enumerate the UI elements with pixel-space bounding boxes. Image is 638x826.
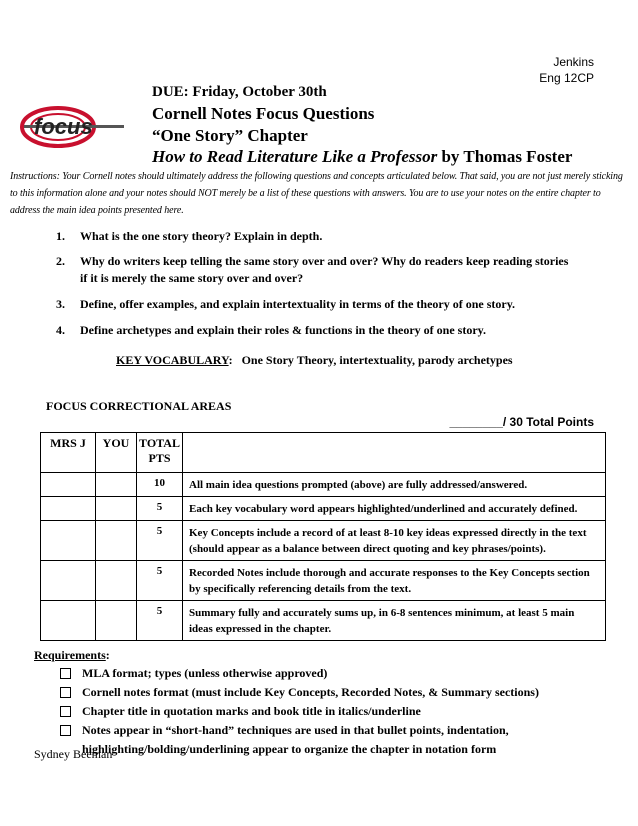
checkbox-icon: [60, 668, 71, 679]
table-row: [41, 497, 606, 521]
instructions: Instructions: Your Cornell notes should ultimately address the following questions and concepts articulated below. That said, you are not just merely sticking to this information alone and your notes should NOT merely be a list of these questions with answers. You are to use your notes on the entire chapter to address the main idea points presented here.: [10, 171, 623, 216]
table-row: [41, 601, 606, 641]
mrs-j-score: [41, 601, 96, 641]
title-line-1: Cornell Notes Focus Questions: [152, 104, 375, 123]
header-total-pts: TOTAL PTS: [137, 433, 183, 473]
requirement-item: [60, 683, 620, 702]
svg-text:focus: focus: [34, 114, 93, 139]
requirement-text: Cornell notes format (must include Key Concepts, Recorded Notes, & Summary sections): [82, 685, 539, 699]
you-score: [96, 601, 137, 641]
row-points: 5: [137, 561, 183, 601]
mrs-j-score: [41, 561, 96, 601]
question-2: [56, 253, 576, 287]
you-score: [96, 561, 137, 601]
requirement-item: [60, 702, 620, 721]
header-mrs-j: MRS J: [41, 433, 96, 473]
table-row: [41, 561, 606, 601]
requirement-item: [60, 721, 560, 759]
book-author: by Thomas Foster: [437, 147, 573, 166]
student-name: Sydney Beeman: [34, 747, 113, 761]
header-criteria: [183, 433, 606, 473]
book-title: How to Read Literature Like a Professor: [152, 147, 438, 166]
requirements-heading: [34, 648, 110, 663]
row-points: 10: [137, 473, 183, 497]
total-points: ________/ 30 Total Points: [449, 415, 594, 429]
question-number: 3.: [56, 297, 65, 311]
question-text: Why do writers keep telling the same story over and over? Why do readers keep reading stories if it is merely the same story over and over?: [80, 254, 569, 285]
row-criteria: Each key vocabulary word appears highlighted/underlined and accurately defined.: [183, 497, 606, 521]
course-code: Eng 12CP: [539, 71, 594, 85]
key-vocabulary: [116, 353, 513, 368]
vocabulary-label: KEY VOCABULARY: [116, 353, 229, 367]
you-score: [96, 497, 137, 521]
requirement-text: Notes appear in “short-hand” techniques are used in that bullet points, indentation, highlighting/bolding/underlining appear to organize the chapter in notation form: [82, 723, 509, 756]
requirements-colon: :: [105, 648, 110, 662]
grading-table: [40, 432, 606, 641]
mrs-j-score: [41, 497, 96, 521]
question-number: 4.: [56, 323, 65, 337]
correctional-heading: FOCUS CORRECTIONAL AREAS: [46, 399, 232, 413]
question-4: [56, 322, 616, 339]
question-text: Define, offer examples, and explain intertextuality in terms of the theory of one story.: [80, 297, 516, 311]
question-text: What is the one story theory? Explain in depth.: [80, 229, 323, 243]
checkbox-icon: [60, 687, 71, 698]
row-points: 5: [137, 601, 183, 641]
question-3: [56, 296, 616, 313]
mrs-j-score: [41, 521, 96, 561]
row-criteria: Summary fully and accurately sums up, in 6-8 sentences minimum, at least 5 main ideas expressed in the chapter.: [183, 601, 606, 641]
requirement-item: [60, 664, 620, 683]
question-number: 2.: [56, 254, 65, 268]
mrs-j-score: [41, 473, 96, 497]
checkbox-icon: [60, 706, 71, 717]
vocabulary-items: One Story Theory, intertextuality, parody archetypes: [241, 353, 513, 367]
due-date: DUE: Friday, October 30th: [152, 84, 327, 100]
question-number: 1.: [56, 229, 65, 243]
title-line-2: “One Story” Chapter: [152, 126, 308, 145]
table-row: [41, 473, 606, 497]
checkbox-icon: [60, 725, 71, 736]
you-score: [96, 521, 137, 561]
vocabulary-colon: :: [228, 353, 233, 367]
requirement-text: Chapter title in quotation marks and book title in italics/underline: [82, 704, 421, 718]
requirements-label: Requirements: [34, 648, 106, 662]
focus-logo: [18, 104, 130, 150]
row-points: 5: [137, 497, 183, 521]
row-criteria: Recorded Notes include thorough and accurate responses to the Key Concepts section by specifically referencing details from the text.: [183, 561, 606, 601]
header-you: YOU: [96, 433, 137, 473]
row-criteria: Key Concepts include a record of at least 8-10 key ideas expressed directly in the text (should appear as a balance between direct quoting and key phrases/points).: [183, 521, 606, 561]
teacher-name: Jenkins: [553, 55, 594, 69]
row-criteria: All main idea questions prompted (above) are fully addressed/answered.: [183, 473, 606, 497]
row-points: 5: [137, 521, 183, 561]
question-text: Define archetypes and explain their roles & functions in the theory of one story.: [80, 323, 486, 337]
requirement-text: MLA format; types (unless otherwise approved): [82, 666, 328, 680]
table-row: [41, 521, 606, 561]
you-score: [96, 473, 137, 497]
question-1: [56, 228, 616, 245]
table-header-row: [41, 433, 606, 473]
book-title-line: [152, 147, 572, 167]
